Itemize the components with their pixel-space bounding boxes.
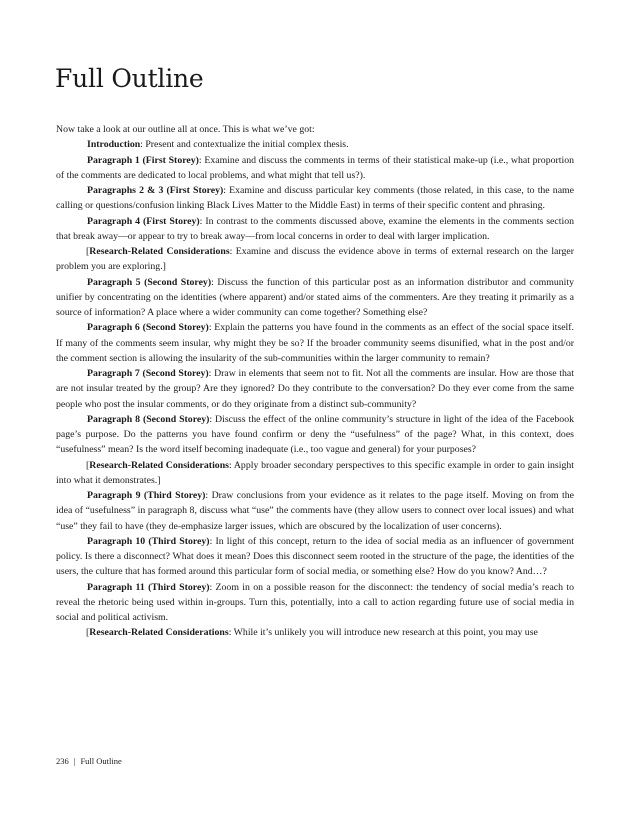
paragraph-text: : Zoom in on a possible reason for the disconnect: the tendency of social media’s reach to reveal the rhetoric being used within in-groups. Turn this, potentially, into a call to action regarding future use of social media in social and political activism. (56, 581, 574, 623)
page-footer (56, 756, 122, 766)
paragraph-text: : Discuss the effect of the online community’s structure in light of the idea of the Facebook page’s purpose. Do the patterns you have found confirm or deny the “usefulness” of the page? What, in this context, does “usefulness” mean? Is the word itself becoming inadequate (i.e., too vague and general) for your purposes? (56, 413, 574, 456)
paragraph-lead: Paragraph 1 (First Storey) (87, 154, 199, 166)
paragraph-lead: Research-Related Considerations (89, 627, 229, 639)
page-number: 236 (56, 756, 69, 766)
paragraph-lead: Paragraph 7 (Second Storey) (87, 368, 209, 379)
paragraph-text: : Discuss the function of this particular post as an information distributor and community unifier by concentrating on the identities (where apparent) and/or stated aims of the commenters. Are they treating it primarily as a source of information? A place where a wider community can come together? Something else? (56, 276, 574, 318)
outline-paragraph-5 (56, 275, 574, 321)
outline-paragraph-9 (56, 488, 574, 534)
research-considerations-2 (56, 458, 574, 489)
footer-separator: | (73, 756, 76, 766)
outline-paragraph-8 (56, 412, 574, 458)
outline-paragraph-2-3 (56, 183, 574, 214)
paragraph-lead: Paragraph 9 (Third Storey) (87, 490, 206, 501)
paragraph-lead: Introduction (87, 139, 141, 151)
outline-paragraph-introduction (56, 137, 574, 152)
running-title: Full Outline (80, 756, 122, 766)
paragraph-lead: Research-Related Considerations (89, 246, 230, 257)
paragraph-lead: Research-Related Considerations (89, 459, 229, 471)
paragraph-lead: Paragraph 10 (Third Storey) (87, 535, 210, 547)
intro-text: Now take a look at our outline all at once. This is what we’ve got: (56, 124, 315, 135)
paragraph-text: : Apply broader secondary perspectives to this specific example in order to gain insight into what it demonstrates.] (56, 459, 574, 486)
paragraph-text: : Explain the patterns you have found in the comments as an effect of the social space itself. If many of the comments seem insular, why might they be so? If the broader community seems disunified, what in the post and/or the comment section is allowing the insularity of the sub-communities within the larger community to remain? (56, 322, 574, 364)
paragraph-text: : Draw conclusions from your evidence as it relates to the page itself. Moving on from the idea of “usefulness” in paragraph 8, discuss what “use” the comments have (they allow users to connect over local issues) and what “use” they fail to have (they de-emphasize larger issues, which are obscured by the localization of user concerns). (56, 490, 574, 532)
paragraph-text: : Draw in elements that seem not to fit. Not all the comments are insular. How are those that are not insular treated by the group? Are they ignored? Do they contribute to the conversation? Do they ever come from the same people who post the insular comments, or do they originate from a distinct sub-community? (56, 368, 574, 410)
open-bracket: [ (86, 627, 90, 639)
outline-paragraph-11 (56, 580, 574, 626)
outline-paragraph-10 (56, 534, 574, 580)
paragraph-lead: Paragraph 8 (Second Storey) (87, 413, 210, 425)
outline-paragraph-7 (56, 366, 574, 412)
outline-body (56, 122, 574, 641)
research-considerations-3 (56, 625, 574, 640)
paragraph-text: : Examine and discuss the evidence above in terms of external research on the larger problem you are exploring.] (56, 246, 574, 273)
outline-paragraph-6 (56, 320, 574, 366)
page-title: Full Outline (55, 64, 204, 93)
paragraph-text: : While it’s unlikely you will introduce new research at this point, you may use (228, 627, 538, 639)
open-bracket: [ (86, 459, 90, 471)
outline-paragraph-1 (56, 153, 574, 184)
paragraph-lead: Paragraph 5 (Second Storey) (87, 276, 212, 288)
paragraph-lead: Paragraphs 2 & 3 (First Storey) (87, 185, 224, 196)
paragraph-text: : In light of this concept, return to the idea of social media as an influencer of government policy. Is there a disconnect? What does it mean? Does this disconnect seem rooted in the structure of the page, the identities of the users, the culture that has formed around this particular form of social media, or something else? How do you know? And…? (56, 535, 574, 578)
paragraph-lead: Paragraph 6 (Second Storey) (87, 322, 209, 334)
outline-paragraph-4 (56, 214, 574, 245)
paragraph-lead: Paragraph 4 (First Storey) (87, 215, 200, 227)
paragraph-text: : Examine and discuss particular key comments (those related, in this case, to the name calling or questions/confusion linking Black Lives Matter to the Middle East) in terms of their specific content and phrasing. (56, 185, 575, 212)
paragraph-text: : Present and contextualize the initial complex thesis. (140, 139, 349, 151)
paragraph-lead: Paragraph 11 (Third Storey) (87, 581, 210, 593)
open-bracket: [ (86, 246, 90, 257)
paragraph-text: : In contrast to the comments discussed above, examine the elements in the comments section that break away—or appear to try to break away—from local concerns in order to deal with larger implication. (56, 215, 574, 242)
paragraph-text: : Examine and discuss the comments in terms of their statistical make-up (i.e., what proportion of the comments are dedicated to local problems, and what might that tell us?). (56, 154, 574, 181)
research-considerations-1 (56, 244, 574, 275)
